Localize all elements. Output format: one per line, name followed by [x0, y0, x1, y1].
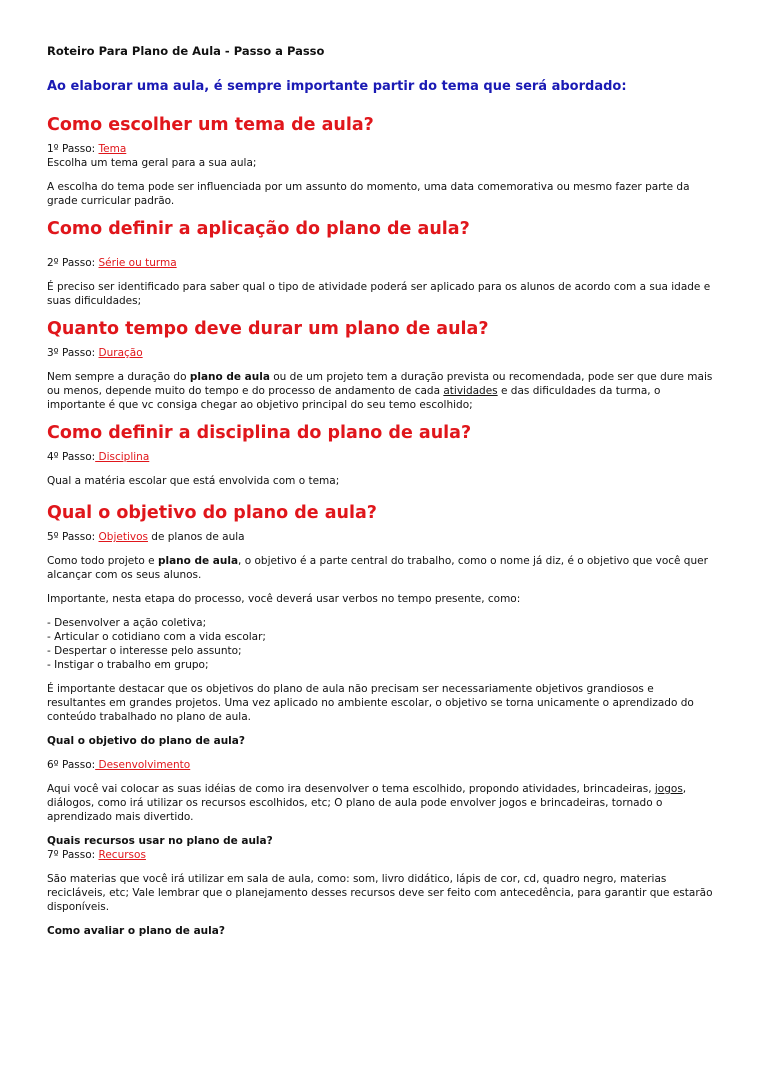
step-4-line — [47, 450, 714, 464]
step-1-prefix: 1º Passo: — [47, 143, 99, 155]
objective-verbs-list — [47, 616, 714, 672]
step-4-paragraph: Qual a matéria escolar que está envolvida com o tema; — [47, 475, 340, 487]
step-7-prefix: 7º Passo: — [47, 849, 99, 861]
section-heading-disciplina: Como definir a disciplina do plano de aula? — [47, 423, 472, 443]
step-5-paragraph-1: Como todo projeto e plano de aula, o objetivo é a parte central do trabalho, como o nome já diz, é o objetivo que você quer alcançar com os seus alunos. — [47, 555, 708, 581]
step-2-link[interactable]: Série ou turma — [98, 257, 177, 269]
step-4-prefix: 4º Passo: — [47, 451, 96, 463]
list-item: - Articular o cotidiano com a vida escolar; — [47, 631, 266, 643]
step-5-link[interactable]: Objetivos — [98, 531, 148, 543]
plano-de-aula-bold: plano de aula — [189, 371, 270, 383]
step-1-text: Escolha um tema geral para a sua aula; — [47, 157, 257, 169]
subheading-desenvolvimento: Qual o objetivo do plano de aula? — [47, 735, 245, 747]
step-2-paragraph: É preciso ser identificado para saber qual o tipo de atividade poderá ser aplicado para os alunos de acordo com a sua idade e suas dificuldades; — [47, 281, 711, 307]
section-heading-duracao: Quanto tempo deve durar um plano de aula? — [47, 319, 489, 339]
jogos-link[interactable]: jogos — [654, 783, 683, 795]
step-1-line — [47, 142, 714, 156]
section-heading-tema: Como escolher um tema de aula? — [47, 115, 374, 135]
step-6-prefix: 6º Passo: — [47, 759, 96, 771]
list-item: - Desenvolver a ação coletiva; — [47, 617, 207, 629]
step-3-link[interactable]: Duração — [98, 347, 143, 359]
intro-text: Ao elaborar uma aula, é sempre importante partir do tema que será abordado: — [47, 79, 627, 94]
subheading-recursos: Quais recursos usar no plano de aula? — [47, 835, 273, 847]
step-1-paragraph: A escolha do tema pode ser influenciada por um assunto do momento, uma data comemorativa ou mesmo fazer parte da grade curricular padrão. — [47, 181, 690, 207]
step-4-link[interactable]: Disciplina — [95, 451, 150, 463]
step-5-suffix: de planos de aula — [147, 531, 245, 543]
section-heading-objetivo: Qual o objetivo do plano de aula? — [47, 503, 377, 523]
step-1-link[interactable]: Tema — [98, 143, 127, 155]
step-3-line — [47, 346, 714, 360]
step-6-line — [47, 758, 714, 772]
document-title: Roteiro Para Plano de Aula - Passo a Passo — [47, 44, 325, 58]
step-2-line — [47, 256, 714, 270]
list-item: - Despertar o interesse pelo assunto; — [47, 645, 242, 657]
step-7-paragraph: São materias que você irá utilizar em sala de aula, como: som, livro didático, lápis de cor, cd, quadro negro, materias recicláveis, etc; Vale lembrar que o planejamento desses recursos deve ser feito com antecedência, para garantir que estarão disponíveis. — [47, 873, 713, 913]
step-5-line — [47, 530, 714, 544]
step-7-line — [47, 848, 714, 862]
step-3-prefix: 3º Passo: — [47, 347, 99, 359]
step-2-prefix: 2º Passo: — [47, 257, 99, 269]
step-7-link[interactable]: Recursos — [98, 849, 146, 861]
step-6-paragraph: Aqui você vai colocar as suas idéias de como ira desenvolver o tema escolhido, propondo atividades, brincadeiras, jogos, diálogos, como irá utilizar os recursos escolhidos, etc; O plano de aula pode envolver jogos e brincadeiras, tornado o aprendizado mais divertido. — [47, 783, 687, 823]
list-item: - Instigar o trabalho em grupo; — [47, 659, 209, 671]
step-5-prefix: 5º Passo: — [47, 531, 99, 543]
plano-de-aula-bold-2: plano de aula — [157, 555, 239, 567]
section-heading-aplicacao: Como definir a aplicação do plano de aula? — [47, 219, 470, 239]
step-5-paragraph-3: É importante destacar que os objetivos do plano de aula não precisam ser necessariamente objetivos grandiosos e resultantes em grandes projetos. Uma vez aplicado no ambiente escolar, o objetivo se torna unicamente o aprendizado do conteúdo trabalhado no plano de aula. — [47, 683, 694, 723]
step-6-link[interactable]: Desenvolvimento — [95, 759, 191, 771]
step-5-paragraph-2: Importante, nesta etapa do processo, você deverá usar verbos no tempo presente, como: — [47, 593, 521, 605]
subheading-avaliacao: Como avaliar o plano de aula? — [47, 925, 225, 937]
atividades-link[interactable]: atividades — [443, 385, 498, 397]
step-3-paragraph: Nem sempre a duração do plano de aula ou de um projeto tem a duração prevista ou recomendada, pode ser que dure mais ou menos, depende muito do tempo e do processo de andamento de cada atividades e das dificuldades da turma, o importante é que vc consiga chegar ao objetivo principal do seu temo escolhido; — [47, 371, 713, 411]
